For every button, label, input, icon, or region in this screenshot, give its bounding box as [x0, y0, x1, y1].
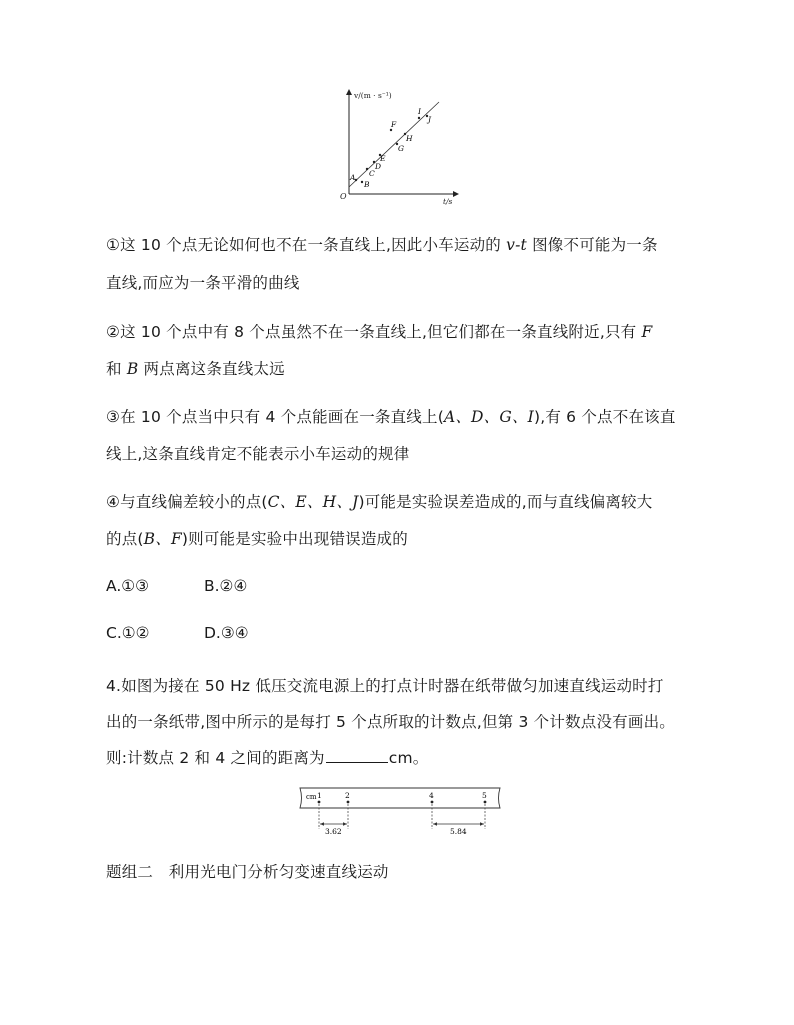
statement-1-line-2 — [106, 271, 300, 293]
tape-distance-4-5: 5.84 — [450, 827, 467, 836]
question-4-unit: cm。 — [388, 749, 429, 767]
option-d[interactable]: D.③④ — [204, 624, 249, 642]
statement-2-line-2-pre: 和 — [106, 360, 127, 378]
tape-distance-1-2: 3.62 — [325, 827, 342, 836]
point-c — [366, 168, 368, 170]
option-c[interactable]: C.①② — [106, 624, 150, 642]
statement-2-line-2-post: 两点离这条直线太远 — [138, 360, 285, 378]
statement-4-line-2-em: B、F — [143, 530, 182, 548]
option-b[interactable]: B.②④ — [204, 577, 248, 595]
label-i: I — [418, 107, 421, 116]
statement-4-line-2-post: )则可能是实验中出现错误造成的 — [181, 530, 408, 548]
statement-4-line-2 — [106, 527, 408, 549]
label-b: B — [364, 180, 370, 189]
tape-label-5: 5 — [482, 791, 487, 800]
graph-x-label: t/s — [443, 197, 453, 206]
statement-2-line-2 — [106, 357, 285, 379]
label-j: J — [428, 115, 432, 124]
statement-4-line-2-pre: 的点( — [106, 530, 144, 548]
option-a[interactable]: A.①③ — [106, 577, 150, 595]
point-f — [390, 129, 392, 131]
statement-1-text: ①这 10 个点无论如何也不在一条直线上,因此小车运动的 — [106, 236, 507, 254]
statement-4-line-1 — [106, 490, 652, 512]
tape-point-5 — [484, 801, 487, 804]
tape-label-4: 4 — [429, 791, 434, 800]
statement-3-line-1 — [106, 405, 676, 427]
tape-label-2: 2 — [345, 791, 350, 800]
label-c: C — [369, 169, 375, 178]
vt-graph — [334, 84, 464, 206]
tape-outline — [300, 788, 500, 808]
graph-y-label: v/(m · s⁻¹) — [354, 91, 392, 100]
label-g: G — [398, 144, 404, 153]
statement-3-text: ③在 10 个点当中只有 4 个点能画在一条直线上( — [106, 408, 444, 426]
tape-point-1 — [318, 801, 321, 804]
statement-2-em: F — [641, 323, 653, 341]
statement-3-em: A、D、G、I — [443, 408, 534, 426]
statement-3-line-2-text: 线上,这条直线肯定不能表示小车运动的规律 — [106, 445, 410, 463]
section-heading: 题组二 利用光电门分析匀变速直线运动 — [106, 863, 389, 881]
statement-2-line-1 — [106, 320, 652, 342]
question-4-prompt: 则:计数点 2 和 4 之间的距离为 — [106, 749, 325, 767]
statement-4-text: ④与直线偏差较小的点( — [106, 493, 268, 511]
statement-1-em: v-t — [506, 236, 527, 254]
statement-3-line-2 — [106, 442, 409, 464]
statement-4-text-end: )可能是实验误差造成的,而与直线偏离较大 — [358, 493, 653, 511]
graph-origin-label: O — [340, 192, 347, 201]
statement-1-text-end: 图像不可能为一条 — [526, 236, 658, 254]
label-d: D — [375, 162, 382, 171]
tape-point-4 — [431, 801, 434, 804]
statement-4-em: C、E、H、J — [267, 493, 359, 511]
answer-blank[interactable] — [326, 748, 388, 763]
statement-3-text-end: ),有 6 个点不在该直 — [533, 408, 676, 426]
tape-point-2 — [347, 801, 350, 804]
statement-2-line-2-em: B — [126, 360, 139, 378]
question-4-line-2: 出的一条纸带,图中所示的是每打 5 个点所取的计数点,但第 3 个计数点没有画出。 — [106, 713, 675, 731]
label-a: A — [350, 173, 356, 182]
label-f: F — [391, 120, 397, 129]
paper-tape-figure — [292, 786, 504, 842]
label-h: H — [406, 134, 413, 143]
statement-2-text: ②这 10 个点中有 8 个点虽然不在一条直线上,但它们都在一条直线附近,只有 — [106, 323, 642, 341]
label-e: E — [380, 154, 386, 163]
tape-label-1: 1 — [317, 791, 322, 800]
point-b — [361, 181, 363, 183]
graph-fit-line — [349, 102, 439, 187]
tape-unit-label: cm — [306, 793, 317, 801]
question-4-line-3 — [106, 746, 429, 768]
point-i — [418, 117, 420, 119]
statement-1-line-1 — [106, 233, 658, 255]
statement-1-line-2-text: 直线,而应为一条平滑的曲线 — [106, 274, 300, 292]
question-4-line-1: 4.如图为接在 50 Hz 低压交流电源上的打点计时器在纸带做匀加速直线运动时打 — [106, 677, 664, 695]
